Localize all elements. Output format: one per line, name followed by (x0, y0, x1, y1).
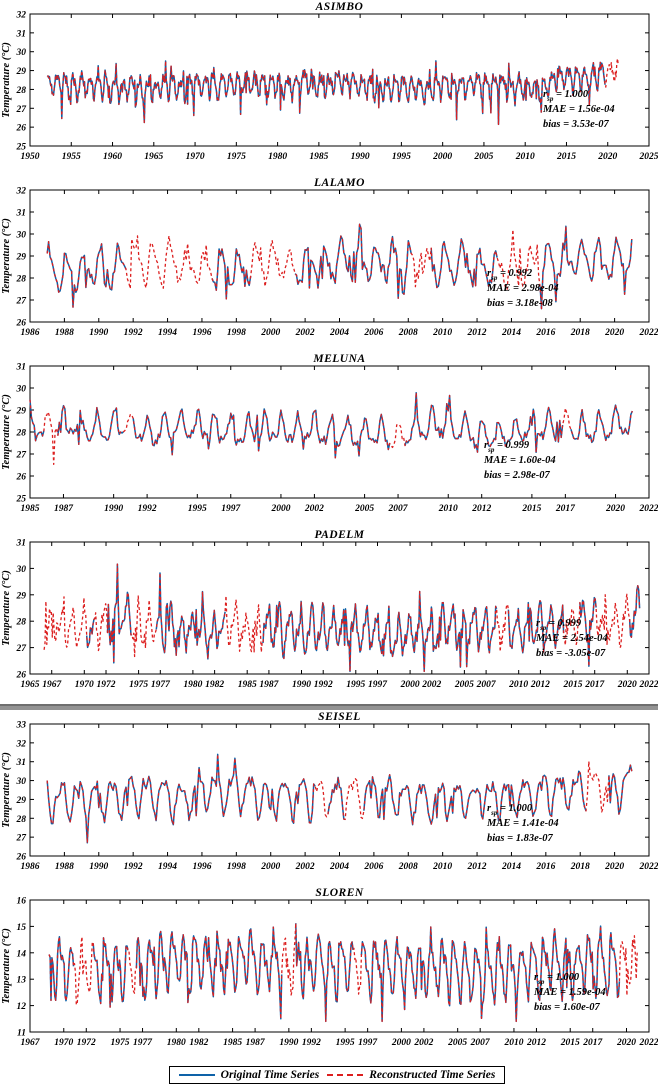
chart-svg-padelm (0, 528, 658, 704)
y-tick-label: 12 (16, 1002, 26, 1013)
x-tick-label: 2007 (476, 680, 496, 690)
y-tick-label: 27 (16, 296, 26, 307)
x-tick-label: 1970 (54, 1038, 74, 1048)
x-tick-label: 1998 (226, 862, 246, 872)
stats-annotation (542, 89, 615, 130)
y-tick-label: 30 (16, 564, 26, 575)
x-tick-label: 1987 (245, 1038, 265, 1048)
x-tick-label: 1997 (358, 1038, 378, 1048)
x-tick-label: 2017 (585, 680, 605, 690)
x-tick-label: 1997 (221, 504, 241, 514)
y-tick-label: 26 (16, 852, 26, 863)
x-tick-label: 1992 (301, 1038, 321, 1048)
y-tick-label: 26 (16, 670, 26, 681)
y-tick-label: 27 (16, 450, 26, 461)
x-tick-label: 1995 (346, 680, 366, 690)
x-tick-label: 2000 (271, 504, 291, 514)
x-tick-label: 1972 (76, 1038, 96, 1048)
x-tick-label: 1994 (158, 328, 178, 338)
x-tick-label: 2016 (536, 862, 556, 872)
chart-svg-meluna (0, 352, 658, 528)
stats-annotation (483, 440, 556, 481)
x-tick-label: 2010 (504, 1038, 524, 1048)
x-tick-label: 2002 (422, 680, 442, 690)
x-tick-label: 2015 (563, 680, 583, 690)
y-tick-label: 14 (16, 949, 26, 960)
chart-title: LALAMO (314, 177, 365, 189)
stat-mae-value: MAE = 1.60e-04 (484, 455, 556, 466)
chart-panel-asimbo (0, 0, 658, 176)
x-tick-label: 2007 (470, 1038, 490, 1048)
legend-reconstructed-label: Reconstructed Time Series (369, 1069, 496, 1081)
y-tick-label: 31 (16, 208, 26, 219)
x-axis-ticks (21, 14, 658, 162)
x-tick-label: 2000 (433, 152, 453, 162)
original-series-segment (30, 400, 44, 441)
x-tick-label: 2008 (398, 328, 418, 338)
x-tick-label: 1982 (189, 1038, 209, 1048)
stat-bias-value: bias = -3.05e-07 (536, 648, 606, 659)
chart-svg-asimbo (0, 0, 658, 176)
x-tick-label: 1990 (89, 328, 109, 338)
y-tick-label: 30 (16, 48, 26, 59)
x-tick-label: 2006 (364, 862, 384, 872)
y-tick-label: 32 (16, 10, 26, 21)
chart-panel-lalamo (0, 176, 658, 352)
x-tick-label: 1950 (20, 152, 40, 162)
stat-bias-value: bias = 3.18e-08 (487, 298, 553, 309)
x-tick-label: 2022 (639, 680, 658, 690)
chart-panel-meluna (0, 352, 658, 528)
x-tick-label: 2017 (583, 1038, 603, 1048)
x-tick-label: 1960 (103, 152, 123, 162)
chart-title: ASIMBO (315, 1, 364, 13)
y-tick-label: 11 (17, 1028, 26, 1039)
original-series-segment (108, 564, 132, 663)
stat-r-value: $r_{sp} = 0.999$ (484, 440, 530, 454)
x-tick-label: 1988 (54, 862, 74, 872)
y-tick-label: 25 (16, 494, 26, 505)
legend-item-reconstructed (327, 1069, 495, 1081)
y-axis-ticks (16, 539, 650, 681)
x-tick-label: 2010 (433, 862, 453, 872)
x-tick-label: 2020 (605, 328, 625, 338)
x-tick-label: 2022 (639, 1038, 658, 1048)
x-axis-ticks (21, 724, 658, 872)
y-axis-label: Temperature (°C) (1, 752, 12, 828)
y-axis-label: Temperature (°C) (1, 218, 12, 294)
stat-bias-value: bias = 1.83e-07 (487, 833, 553, 844)
y-tick-label: 25 (16, 142, 26, 153)
x-tick-label: 1995 (187, 504, 207, 514)
x-tick-label: 2020 (616, 1038, 636, 1048)
x-tick-label: 1967 (20, 1038, 40, 1048)
stat-r-value: $r_{sp} = 0.992$ (487, 268, 533, 282)
x-tick-label: 1980 (268, 152, 288, 162)
x-tick-label: 2000 (261, 328, 281, 338)
stat-r-value: $r_{sp} = 0.999$ (536, 618, 582, 632)
chart-title: SEISEL (318, 711, 361, 723)
x-tick-label: 1995 (335, 1038, 355, 1048)
x-tick-label: 1987 (259, 680, 279, 690)
x-tick-label: 2018 (570, 862, 590, 872)
x-tick-label: 2010 (433, 328, 453, 338)
y-tick-label: 29 (16, 795, 26, 806)
original-line-sample-icon (179, 1074, 215, 1076)
y-tick-label: 31 (16, 758, 26, 769)
x-tick-label: 2020 (605, 862, 625, 872)
stats-annotation (486, 268, 559, 309)
stat-r-value: $r_{sp} = 1.000$ (543, 89, 589, 103)
original-series-segment (364, 771, 586, 825)
y-tick-label: 29 (16, 252, 26, 263)
y-axis-ticks (16, 187, 650, 329)
original-series-segment (49, 937, 73, 1001)
y-tick-label: 29 (16, 406, 26, 417)
x-tick-label: 2010 (515, 152, 535, 162)
x-tick-label: 1975 (129, 680, 149, 690)
chart-svg-seisel (0, 710, 658, 886)
original-series-line (47, 224, 632, 308)
x-tick-label: 2000 (261, 862, 281, 872)
x-tick-label: 1990 (279, 1038, 299, 1048)
x-tick-label: 1965 (144, 152, 164, 162)
x-tick-label: 2017 (555, 504, 575, 514)
stat-mae-value: MAE = 1.59e-04 (534, 987, 606, 998)
x-tick-label: 2008 (398, 862, 418, 872)
chart-svg-sloren (0, 886, 658, 1062)
stat-r-value: $r_{sp} = 1.000$ (487, 803, 533, 817)
x-tick-label: 2012 (467, 328, 487, 338)
y-axis-label: Temperature (°C) (1, 394, 12, 470)
reconstructed-series-line (30, 393, 632, 465)
x-tick-label: 1955 (61, 152, 81, 162)
y-tick-label: 26 (16, 318, 26, 329)
x-tick-label: 1985 (20, 504, 40, 514)
original-series-segment (93, 938, 128, 1007)
y-tick-label: 29 (16, 591, 26, 602)
x-tick-label: 2012 (467, 862, 487, 872)
original-series-segment (47, 242, 126, 307)
stat-mae-value: MAE = 1.56e-04 (543, 104, 615, 115)
x-tick-label: 2000 (391, 1038, 411, 1048)
y-tick-label: 28 (16, 617, 26, 628)
x-tick-label: 1998 (226, 328, 246, 338)
chart-panel-sloren (0, 886, 658, 1062)
y-tick-label: 31 (16, 29, 26, 40)
stats-annotation (535, 618, 608, 659)
x-tick-label: 2006 (364, 328, 384, 338)
x-tick-label: 1985 (237, 680, 257, 690)
plot-box (30, 724, 649, 856)
y-tick-label: 26 (16, 472, 26, 483)
x-tick-label: 2004 (330, 862, 349, 872)
y-tick-label: 31 (16, 362, 26, 373)
x-tick-label: 1972 (96, 680, 116, 690)
x-axis-ticks (21, 366, 658, 514)
stat-mae-value: MAE = 2.98e-04 (487, 283, 559, 294)
x-tick-label: 1986 (20, 862, 40, 872)
original-series-segment (136, 927, 281, 1019)
chart-svg-lalamo (0, 176, 658, 352)
x-tick-label: 1996 (192, 328, 212, 338)
x-tick-label: 2005 (454, 680, 474, 690)
x-tick-label: 2002 (295, 328, 315, 338)
y-tick-label: 32 (16, 739, 26, 750)
x-tick-label: 1985 (309, 152, 329, 162)
x-tick-label: 2005 (355, 504, 375, 514)
x-tick-label: 2005 (448, 1038, 468, 1048)
y-tick-label: 27 (16, 833, 26, 844)
y-tick-label: 30 (16, 230, 26, 241)
original-series-segment (571, 405, 632, 442)
x-tick-label: 2022 (639, 504, 658, 514)
chart-panel-seisel (0, 710, 658, 886)
x-tick-label: 2022 (639, 862, 658, 872)
x-tick-label: 2014 (501, 862, 521, 872)
x-tick-label: 1990 (104, 504, 124, 514)
y-tick-label: 28 (16, 85, 26, 96)
x-tick-label: 2018 (570, 328, 590, 338)
x-tick-label: 1992 (313, 680, 333, 690)
x-tick-label: 1975 (226, 152, 246, 162)
chart-title: PADELM (314, 529, 365, 541)
y-axis-label: Temperature (°C) (1, 42, 12, 118)
legend-box (169, 1066, 506, 1084)
x-tick-label: 1994 (158, 862, 178, 872)
y-tick-label: 28 (16, 814, 26, 825)
x-tick-label: 1975 (110, 1038, 130, 1048)
x-tick-label: 1995 (391, 152, 411, 162)
x-tick-label: 1965 (20, 680, 40, 690)
x-tick-label: 1977 (150, 680, 170, 690)
chart-panel-padelm (0, 528, 658, 704)
reconstructed-line-sample-icon (327, 1074, 363, 1076)
x-tick-label: 1990 (89, 862, 109, 872)
x-tick-label: 1987 (53, 504, 73, 514)
x-tick-label: 1982 (205, 680, 225, 690)
y-tick-label: 30 (16, 384, 26, 395)
stat-mae-value: MAE = 1.41e-04 (487, 818, 559, 829)
stat-mae-value: MAE = 2.54e-04 (536, 633, 608, 644)
y-tick-label: 28 (16, 274, 26, 285)
x-tick-label: 2007 (388, 504, 408, 514)
y-tick-label: 27 (16, 644, 26, 655)
x-tick-label: 2020 (598, 152, 618, 162)
y-tick-label: 30 (16, 777, 26, 788)
x-tick-label: 1986 (20, 328, 40, 338)
x-tick-label: 2002 (304, 504, 324, 514)
y-axis-label: Temperature (°C) (1, 928, 12, 1004)
y-tick-label: 26 (16, 123, 26, 134)
y-tick-label: 28 (16, 428, 26, 439)
legend-item-original (179, 1069, 320, 1081)
x-tick-label: 2012 (530, 680, 550, 690)
x-tick-label: 1990 (291, 680, 311, 690)
chart-title: SLOREN (315, 887, 364, 899)
x-tick-label: 2015 (556, 152, 576, 162)
x-tick-label: 1988 (54, 328, 74, 338)
original-series-segment (540, 226, 632, 308)
x-tick-label: 1992 (123, 862, 143, 872)
y-axis-label: Temperature (°C) (1, 570, 12, 646)
x-tick-label: 2016 (536, 328, 556, 338)
legend-row (0, 1062, 658, 1088)
x-tick-label: 1967 (42, 680, 62, 690)
x-tick-label: 1992 (137, 504, 157, 514)
y-tick-label: 29 (16, 67, 26, 78)
x-tick-label: 2020 (606, 504, 626, 514)
stat-r-value: $r_{sp} = 1.000$ (534, 972, 580, 986)
x-tick-label: 2012 (526, 1038, 546, 1048)
x-tick-label: 2002 (414, 1038, 434, 1048)
x-tick-label: 1970 (185, 152, 205, 162)
stats-annotation (486, 803, 559, 844)
x-tick-label: 1980 (166, 1038, 186, 1048)
x-tick-label: 2022 (639, 328, 658, 338)
legend-original-label: Original Time Series (220, 1069, 320, 1081)
x-tick-label: 1980 (183, 680, 203, 690)
y-tick-label: 15 (16, 922, 26, 933)
y-tick-label: 27 (16, 104, 26, 115)
x-tick-label: 2000 (400, 680, 420, 690)
x-tick-label: 2025 (639, 152, 658, 162)
x-tick-label: 2010 (509, 680, 529, 690)
x-tick-label: 2005 (474, 152, 494, 162)
y-tick-label: 31 (16, 538, 26, 549)
x-tick-label: 2015 (522, 504, 542, 514)
x-tick-label: 1992 (123, 328, 143, 338)
stat-bias-value: bias = 2.98e-07 (484, 470, 550, 481)
x-tick-label: 2004 (330, 328, 349, 338)
x-tick-label: 2002 (295, 862, 315, 872)
x-tick-label: 1990 (350, 152, 370, 162)
y-tick-label: 32 (16, 186, 26, 197)
x-tick-label: 2010 (438, 504, 458, 514)
x-tick-label: 1997 (368, 680, 388, 690)
y-tick-label: 33 (16, 720, 26, 731)
x-tick-label: 2015 (560, 1038, 580, 1048)
x-tick-label: 1970 (74, 680, 94, 690)
stat-bias-value: bias = 1.60e-07 (534, 1002, 600, 1013)
chart-title: MELUNA (313, 353, 366, 365)
x-tick-label: 1996 (192, 862, 212, 872)
x-tick-label: 1977 (133, 1038, 153, 1048)
x-tick-label: 1985 (223, 1038, 243, 1048)
y-tick-label: 16 (16, 896, 26, 907)
x-tick-label: 2012 (472, 504, 492, 514)
x-tick-label: 2020 (617, 680, 637, 690)
original-series-line (47, 754, 632, 842)
original-series-line (30, 393, 632, 458)
stat-bias-value: bias = 3.53e-07 (543, 119, 609, 130)
x-tick-label: 2014 (501, 328, 521, 338)
y-tick-label: 13 (16, 975, 26, 986)
